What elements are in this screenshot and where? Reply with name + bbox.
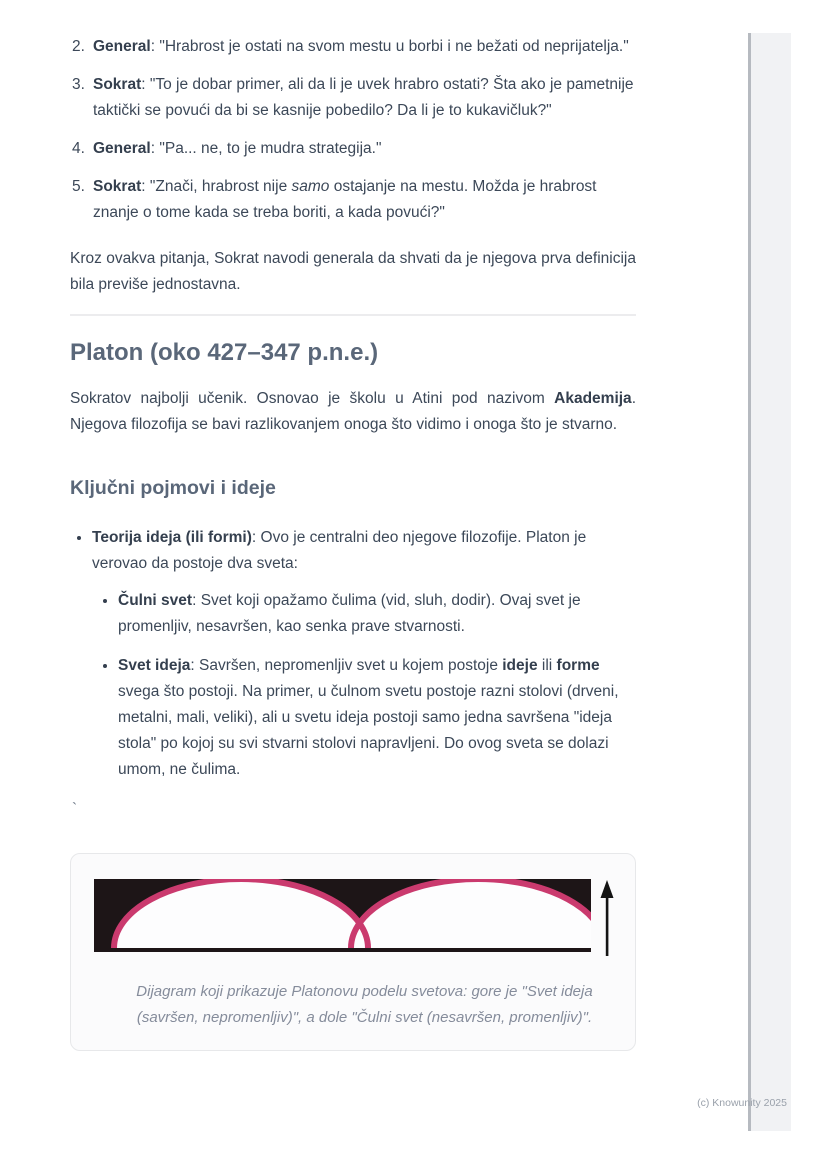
list-number: 2. xyxy=(72,38,85,55)
sensory-world-text: : Svet koji opažamo čulima (vid, sluh, dodir). Ovaj svet je promenljiv, nesavršen, kao senka prave stvarnosti. xyxy=(118,592,581,635)
sensory-world-bold: Čulni svet xyxy=(118,592,193,609)
theory-bold: Teorija ideja (ili formi) xyxy=(92,529,252,546)
document-content xyxy=(70,0,636,1051)
world-of-ideas-text-1: : Savršen, nepromenljiv svet u kojem postoje xyxy=(190,657,503,674)
dialog-quote-start: "Znači, hrabrost nije xyxy=(149,178,292,195)
figure-banner-row xyxy=(94,879,635,955)
up-arrow-icon xyxy=(599,880,615,958)
world-of-ideas-item xyxy=(118,652,636,783)
stray-backtick: ` xyxy=(72,801,78,818)
intro-text: Sokratov najbolji učenik. Osnovao je školu u Atini pod nazivom xyxy=(70,390,555,407)
speaker-name: General xyxy=(93,38,151,55)
platon-intro-paragraph xyxy=(70,386,636,438)
separator: : xyxy=(141,178,150,195)
separator: : xyxy=(150,140,160,157)
separator: : xyxy=(150,38,160,55)
key-concepts-subheading: Ključni pojmovi i ideje xyxy=(70,477,276,499)
dialog-item-3 xyxy=(70,72,636,124)
dialog-quote: "Hrabrost je ostati na svom mestu u borbi i ne bežati od neprijatelja." xyxy=(159,38,629,55)
world-of-ideas-bold: Svet ideja xyxy=(118,657,191,674)
dialog-quote: "Pa... ne, to je mudra strategija." xyxy=(159,140,382,157)
dialog-item-5 xyxy=(70,174,636,226)
separator: : xyxy=(141,76,150,93)
conclusion-paragraph: Kroz ovakva pitanja, Sokrat navodi generala da shvati da je njegova prva definicija bila previše jednostavna. xyxy=(70,250,636,293)
intro-bold-akademija: Akademija xyxy=(554,390,632,407)
dialog-quote: "To je dobar primer, ali da li je uvek hrabro ostati? Šta ako je pametnije taktički se povući da bi se kasnije pobedilo? Da li je to kukavičluk?" xyxy=(93,76,634,119)
list-number: 4. xyxy=(72,140,85,157)
figure-card xyxy=(70,853,636,1051)
intro-text-after: . Njegova filozofija se bavi razlikovanjem onoga što vidimo i onoga što je stvarno. xyxy=(70,390,636,433)
forme-bold: forme xyxy=(556,657,600,674)
dialog-quote-italic: samo xyxy=(291,178,330,195)
sensory-world-item xyxy=(118,587,636,640)
section-divider xyxy=(70,314,636,316)
dialog-item-4 xyxy=(70,136,636,162)
speaker-name: Sokrat xyxy=(93,178,142,195)
world-of-ideas-text-3: svega što postoji. Na primer, u čulnom svetu postoje razni stolovi (drveni, metalni, mali, veliki), ali u svetu ideja postoji samo jedna savršena "ideja stola" po kojoj su svi stvarni stolovi napravljeni. Do ovog sveta se dolazi umom, ne čulima. xyxy=(118,683,619,778)
list-number: 3. xyxy=(72,76,85,93)
copyright-note: (c) Knowunity 2025 xyxy=(697,1097,787,1109)
key-concepts-list xyxy=(70,524,636,783)
theory-of-ideas-item xyxy=(92,524,636,783)
dialog-list xyxy=(70,34,636,226)
platon-heading: Platon (oko 427–347 p.n.e.) xyxy=(70,339,379,366)
dialog-item-2 xyxy=(70,34,636,60)
list-number: 5. xyxy=(72,178,85,195)
platon-worlds-diagram xyxy=(94,879,591,952)
speaker-name: General xyxy=(93,140,151,157)
figure-caption: Dijagram koji prikazuje Platonovu podelu svetova: gore je "Svet ideja (savršen, nepromenljiv)", a dole "Čulni svet (nesavršen, promenljiv)". xyxy=(136,983,593,1026)
two-worlds-sublist xyxy=(92,587,636,783)
world-of-ideas-text-2: ili xyxy=(537,657,557,674)
theory-text: : Ovo je centralni deo njegove filozofije. Platon je verovao da postoje dva sveta: xyxy=(92,529,587,572)
speaker-name: Sokrat xyxy=(93,76,142,93)
page-edge-strip xyxy=(748,33,791,1131)
dialog-quote-end: ostajanje na mestu. Možda je hrabrost znanje o tome kada se treba boriti, a kada povući?" xyxy=(93,178,597,221)
ideje-bold: ideje xyxy=(502,657,538,674)
